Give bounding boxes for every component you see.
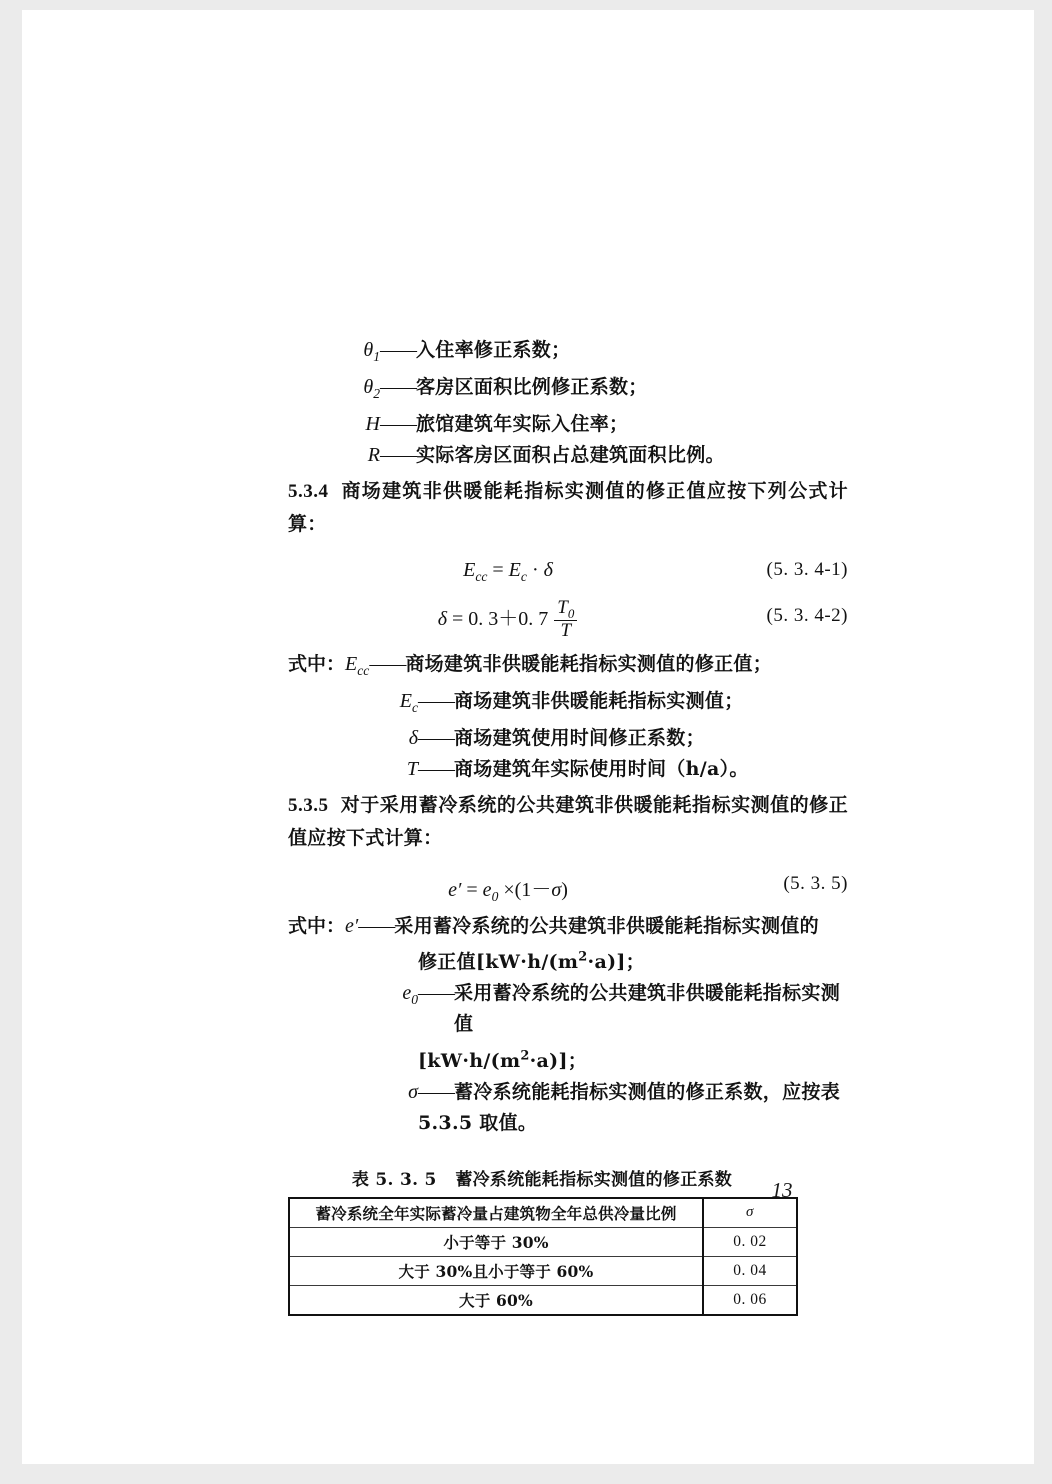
clause-5-3-5 — [288, 789, 848, 854]
em-dash: —— — [369, 654, 406, 675]
definition-continuation: 5.3.5 取值。 — [418, 1111, 538, 1134]
definition-row — [288, 440, 848, 471]
definition-symbol: R — [367, 444, 380, 466]
page-content — [288, 335, 848, 1316]
definition-row — [288, 335, 848, 372]
clause-text: 对于采用蓄冷系统的公共建筑非供暖能耗指标实测值的修正值应按下式计算： — [288, 794, 848, 849]
table-cell-sigma: 0. 04 — [703, 1256, 797, 1285]
definition-text: 入住率修正系数； — [416, 339, 571, 361]
where-label: 式中： — [288, 915, 346, 937]
table-header-sigma: σ — [703, 1198, 797, 1228]
clause-text: 商场建筑非供暖能耗指标实测值的修正值应按下列公式计算： — [288, 480, 848, 535]
definition-symbol: σ — [408, 1080, 418, 1103]
definition-row — [288, 686, 848, 723]
table-row — [289, 1256, 797, 1285]
definition-symbol: e′ — [345, 915, 359, 937]
definition-text: 商场建筑使用时间修正系数； — [454, 727, 705, 749]
em-dash: —— — [380, 340, 416, 361]
formula-expression: $e' = e_0 \times(1-\sigma)$ — [448, 879, 568, 904]
definition-text: 采用蓄冷系统的公共建筑非供暖能耗指标实测值的 — [394, 915, 819, 937]
definition-symbol: $e_0$ — [402, 982, 418, 1008]
definition-symbol: δ — [408, 727, 418, 749]
table-caption-label: 表 5. 3. 5 — [351, 1169, 437, 1190]
formula-expression: $E_{cc} = E_c \cdot \delta$ — [463, 559, 553, 584]
fraction-T0-over-T: $\frac{T_0}{T}$ — [554, 598, 577, 641]
table-row — [289, 1227, 797, 1256]
table-cell-sigma: 0. 02 — [703, 1227, 797, 1256]
symbol-definition-list-5-3-4 — [288, 649, 848, 785]
definition-continuation-row — [288, 1040, 848, 1076]
document-page — [22, 10, 1034, 1464]
definition-text: 商场建筑年实际使用时间（h/a）。 — [454, 758, 749, 780]
definition-row — [288, 372, 848, 409]
definition-row — [288, 723, 848, 754]
definition-continuation: 修正值$[kW\cdot h/(m^2\cdot a)]$； — [418, 950, 645, 974]
symbol-definition-list-5-3-5 — [288, 911, 848, 1139]
definition-symbol: $E_{cc}$ — [345, 653, 370, 678]
page-number: 13 — [771, 1178, 793, 1202]
formula-number: (5. 3. 5) — [783, 873, 848, 894]
definition-continuation-row — [288, 942, 848, 978]
definition-symbol: $\theta_1$ — [363, 339, 380, 364]
definition-continuation: $[kW\cdot h/(m^2\cdot a)]$； — [418, 1048, 588, 1072]
where-label: 式中： — [288, 653, 346, 675]
table-header-row — [289, 1198, 797, 1228]
em-dash: —— — [418, 1081, 454, 1103]
formula-5-3-5 — [288, 873, 848, 911]
definition-text: 商场建筑非供暖能耗指标实测值； — [454, 690, 744, 712]
definition-continuation-row — [288, 1108, 848, 1139]
definition-row — [288, 978, 848, 1040]
definition-symbol: $E_c$ — [399, 690, 418, 715]
clause-number: 5.3.4 — [288, 481, 329, 502]
definition-row — [288, 649, 848, 686]
definition-symbol: H — [365, 413, 380, 435]
table-header-ratio: 蓄冷系统全年实际蓄冷量占建筑物全年总供冷量比例 — [289, 1198, 703, 1228]
table-row — [289, 1285, 797, 1315]
table-caption-title: 蓄冷系统能耗指标实测值的修正系数 — [455, 1169, 733, 1190]
symbol-definition-list-top — [288, 335, 848, 471]
table-cell-sigma: 0. 06 — [733, 1290, 767, 1308]
formula-5-3-4-2 — [288, 599, 848, 645]
em-dash: —— — [418, 983, 454, 1005]
definition-text: 客房区面积比例修正系数； — [416, 376, 648, 398]
formula-number: (5. 3. 4-2) — [766, 605, 848, 626]
table-cell-ratio: 小于等于 30% — [289, 1227, 703, 1256]
correction-coefficient-table — [288, 1197, 798, 1316]
definition-text: 商场建筑非供暖能耗指标实测值的修正值； — [405, 653, 773, 675]
definition-symbol: $\theta_2$ — [363, 376, 380, 401]
definition-row — [288, 1077, 848, 1108]
em-dash: —— — [418, 728, 454, 749]
clause-5-3-4 — [288, 475, 848, 540]
clause-number: 5.3.5 — [288, 795, 329, 816]
table-caption — [288, 1165, 796, 1190]
definition-text: 旅馆建筑年实际入住率； — [416, 413, 629, 435]
table-cell-ratio: 大于 60% — [289, 1285, 703, 1315]
definition-row — [288, 754, 848, 785]
definition-text: 蓄冷系统能耗指标实测值的修正系数，应按表 — [454, 1080, 841, 1103]
definition-text: 实际客房区面积占总建筑面积比例。 — [416, 444, 725, 466]
em-dash: —— — [380, 445, 416, 466]
em-dash: —— — [358, 916, 395, 937]
formula-5-3-4-1 — [288, 559, 848, 599]
em-dash: —— — [380, 414, 416, 435]
definition-text: 采用蓄冷系统的公共建筑非供暖能耗指标实测值 — [454, 982, 841, 1036]
definition-row — [288, 409, 848, 440]
em-dash: —— — [418, 759, 454, 780]
formula-number: (5. 3. 4-1) — [766, 559, 848, 580]
em-dash: —— — [418, 691, 454, 712]
formula-expression: δ = 0. 3＋0. 7 $\frac{T_0}{T}$ — [288, 599, 848, 642]
table-cell-ratio: 大于 30%且小于等于 60% — [289, 1256, 703, 1285]
em-dash: —— — [380, 377, 416, 398]
definition-symbol: T — [406, 758, 418, 780]
definition-row — [288, 911, 848, 942]
